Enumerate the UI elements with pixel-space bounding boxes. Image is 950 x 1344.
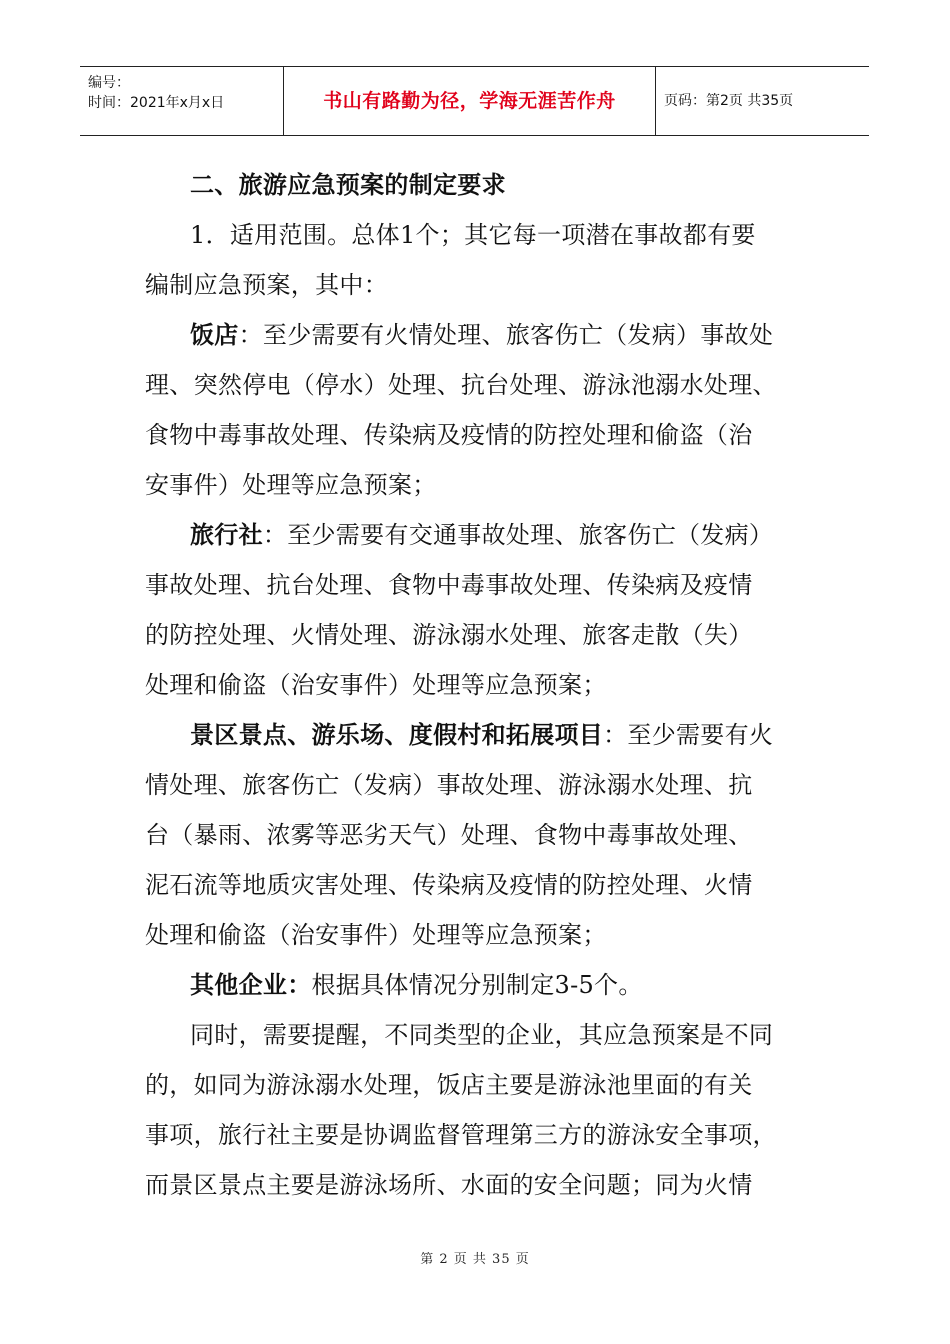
- other-text: 根据具体情况分别制定3-5个。: [311, 971, 643, 999]
- paragraph-line: 理、突然停电（停水）处理、抗台处理、游泳池溺水处理、: [145, 371, 777, 399]
- paragraph-line: 编制应急预案，其中：: [145, 271, 388, 299]
- page-footer: 第 2 页 共 35 页: [420, 1252, 530, 1267]
- document-body: [145, 160, 810, 1210]
- other-paragraph: [145, 960, 810, 1010]
- other-label: 其他企业：: [190, 970, 312, 999]
- header-meta: [88, 73, 224, 113]
- paragraph-line: 的防控处理、火情处理、游泳溺水处理、旅客走散（失）: [145, 621, 753, 649]
- paragraph-line: 的，如同为游泳溺水处理，饭店主要是游泳池里面的有关: [145, 1071, 753, 1099]
- hotel-text: ：至少需要有火情处理、旅客伤亡（发病）事故处: [238, 321, 774, 349]
- paragraph-line: 事项，旅行社主要是协调监督管理第三方的游泳安全事项，: [145, 1121, 777, 1149]
- paragraph-line: 情处理、旅客伤亡（发病）事故处理、游泳溺水处理、抗: [145, 771, 753, 799]
- agency-text: ：至少需要有交通事故处理、旅客伤亡（发病）: [262, 521, 774, 549]
- header-page-info: 页码：第2页 共35页: [664, 93, 794, 109]
- paragraph-line: 台（暴雨、浓雾等恶劣天气）处理、食物中毒事故处理、: [145, 821, 753, 849]
- header-number-label: 编号：: [88, 75, 130, 91]
- scenic-text: ：至少需要有火: [603, 721, 774, 749]
- header-divider: [655, 67, 656, 135]
- header-motto: 书山有路勤为径，学海无涯苦作舟: [323, 90, 616, 112]
- paragraph-line: 食物中毒事故处理、传染病及疫情的防控处理和偷盗（治: [145, 421, 753, 449]
- paragraph-line: 而景区景点主要是游泳场所、水面的安全问题；同为火情: [145, 1171, 753, 1199]
- section-heading: 二、旅游应急预案的制定要求: [190, 170, 506, 199]
- agency-label: 旅行社: [190, 520, 263, 549]
- paragraph-line: 安事件）处理等应急预案；: [145, 471, 437, 499]
- hotel-paragraph-start: [145, 310, 810, 360]
- paragraph-line: 泥石流等地质灾害处理、传染病及疫情的防控处理、火情: [145, 871, 753, 899]
- paragraph-line: 1．适用范围。总体1个；其它每一项潜在事故都有要: [190, 221, 756, 249]
- scenic-paragraph-start: [145, 710, 810, 760]
- paragraph-line: 处理和偷盗（治安事件）处理等应急预案；: [145, 921, 607, 949]
- paragraph-line: 处理和偷盗（治安事件）处理等应急预案；: [145, 671, 607, 699]
- paragraph-line: 事故处理、抗台处理、食物中毒事故处理、传染病及疫情: [145, 571, 753, 599]
- hotel-label: 饭店: [190, 320, 239, 349]
- document-header: [80, 66, 869, 136]
- scenic-label: 景区景点、游乐场、度假村和拓展项目: [190, 720, 604, 749]
- header-time-label: 时间：2021年x月x日: [88, 95, 225, 111]
- agency-paragraph-start: [145, 510, 810, 560]
- paragraph-line: 同时，需要提醒，不同类型的企业，其应急预案是不同: [190, 1021, 774, 1049]
